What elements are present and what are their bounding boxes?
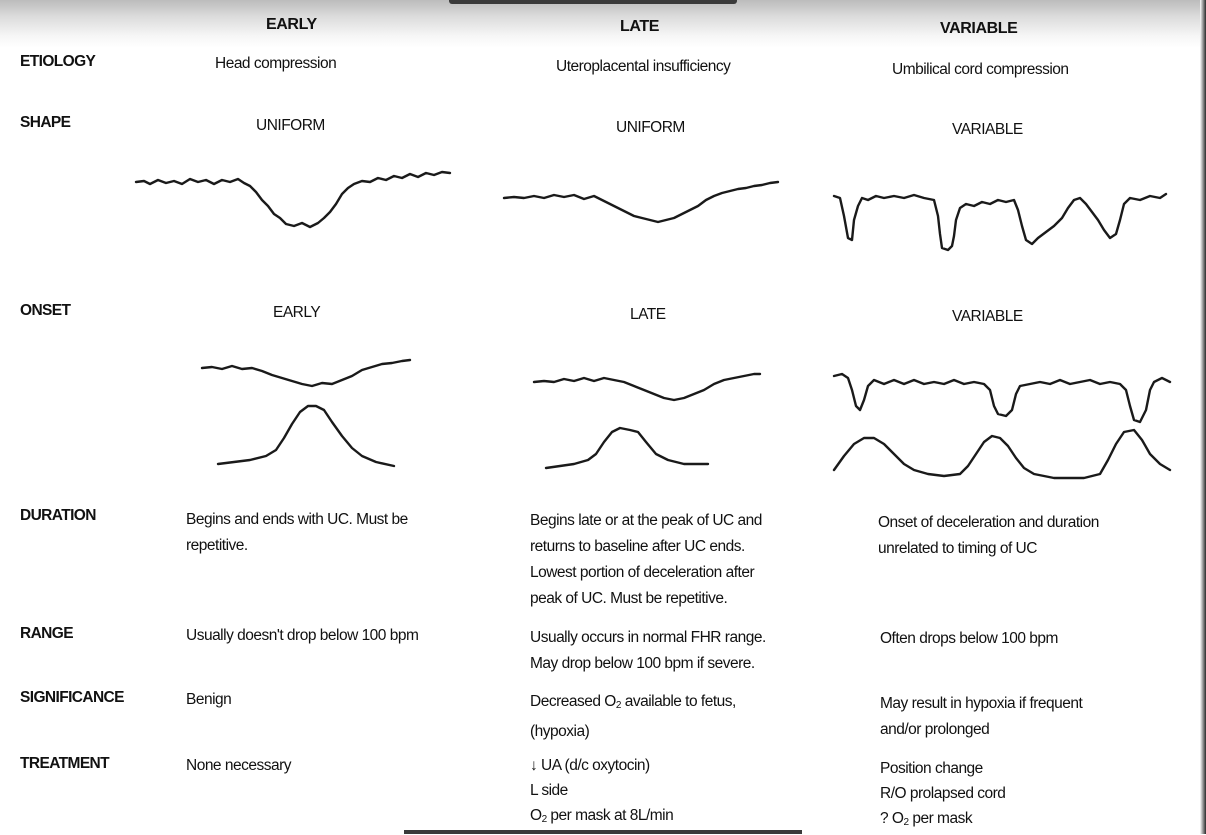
- onset-late: LATE: [630, 306, 666, 323]
- row-label-shape: SHAPE: [20, 114, 71, 131]
- row-label-significance: SIGNIFICANCE: [20, 689, 124, 706]
- duration-early: [186, 507, 408, 559]
- window-right-edge: [1200, 0, 1206, 834]
- duration-variable-line: Onset of deceleration and duration: [878, 514, 1099, 531]
- column-header-late: LATE: [620, 18, 659, 35]
- duration-early-line: repetitive.: [186, 537, 248, 554]
- shape-trace-early: [130, 160, 460, 240]
- significance-late-text: available to fetus,: [620, 693, 736, 710]
- treatment-variable-text: ? O: [880, 810, 904, 827]
- treatment-late-line: [530, 753, 673, 778]
- range-late: [530, 625, 766, 677]
- treatment-variable: [880, 756, 1005, 835]
- onset-uc-trace-early: [212, 400, 402, 472]
- significance-early: Benign: [186, 691, 232, 708]
- duration-early-line: Begins and ends with UC. Must be: [186, 511, 408, 528]
- range-late-line: Usually occurs in normal FHR range.: [530, 629, 766, 646]
- treatment-late-line: L side: [530, 782, 568, 799]
- treatment-early: None necessary: [186, 757, 292, 774]
- row-label-etiology: ETIOLOGY: [20, 53, 96, 70]
- column-header-early: EARLY: [266, 16, 317, 33]
- row-label-onset: ONSET: [20, 302, 71, 319]
- onset-uc-trace-variable: [828, 424, 1176, 484]
- onset-variable: VARIABLE: [952, 308, 1023, 325]
- range-early: Usually doesn't drop below 100 bpm: [186, 627, 419, 644]
- etiology-late: Uteroplacental insufficiency: [556, 58, 731, 75]
- column-header-variable: VARIABLE: [940, 20, 1018, 37]
- significance-variable: [880, 691, 1082, 743]
- significance-late: [530, 689, 736, 745]
- duration-variable: [878, 510, 1099, 562]
- duration-late-line: Lowest portion of deceleration after: [530, 564, 755, 581]
- onset-uc-trace-late: [540, 420, 716, 474]
- treatment-late-line: [530, 803, 673, 832]
- onset-early: EARLY: [273, 304, 321, 321]
- row-label-duration: DURATION: [20, 507, 96, 524]
- subscript-2: 2: [541, 814, 547, 825]
- shape-late: UNIFORM: [616, 119, 685, 136]
- window-drag-handle[interactable]: [449, 0, 737, 4]
- treatment-late-text: per mask at 8L/min: [546, 807, 674, 824]
- shape-trace-late: [498, 170, 788, 240]
- duration-late-line: Begins late or at the peak of UC and: [530, 512, 762, 529]
- onset-fhr-trace-variable: [828, 360, 1176, 426]
- subscript-2: 2: [903, 817, 909, 828]
- treatment-late: [530, 753, 673, 832]
- etiology-early: Head compression: [215, 55, 337, 72]
- significance-late-text: Decreased O: [530, 693, 616, 710]
- treatment-late-text: UA (d/c oxytocin): [537, 757, 650, 774]
- range-late-line: May drop below 100 bpm if severe.: [530, 655, 755, 672]
- duration-late-line: peak of UC. Must be repetitive.: [530, 590, 728, 607]
- etiology-variable: Umbilical cord compression: [892, 61, 1069, 78]
- range-variable: Often drops below 100 bpm: [880, 630, 1058, 647]
- onset-fhr-trace-late: [530, 360, 766, 410]
- significance-late-line: [530, 689, 736, 719]
- onset-fhr-trace-early: [198, 350, 418, 400]
- significance-late-line: (hypoxia): [530, 723, 590, 740]
- significance-variable-line: May result in hypoxia if frequent: [880, 695, 1083, 712]
- row-label-range: RANGE: [20, 625, 73, 642]
- duration-late: [530, 508, 762, 612]
- treatment-variable-line: R/O prolapsed cord: [880, 785, 1006, 802]
- shape-trace-variable: [828, 176, 1174, 262]
- treatment-variable-line: [880, 806, 1005, 835]
- window-top-bar: [0, 0, 1206, 48]
- shape-variable: VARIABLE: [952, 121, 1023, 138]
- treatment-variable-line: Position change: [880, 760, 983, 777]
- duration-variable-line: unrelated to timing of UC: [878, 540, 1037, 557]
- subscript-2: 2: [615, 700, 621, 711]
- shape-early: UNIFORM: [256, 117, 325, 134]
- duration-late-line: returns to baseline after UC ends.: [530, 538, 745, 555]
- treatment-variable-text: per mask: [908, 810, 973, 827]
- down-arrow-icon: ↓: [530, 757, 538, 774]
- row-label-treatment: TREATMENT: [20, 755, 110, 772]
- significance-variable-line: and/or prolonged: [880, 721, 990, 738]
- treatment-late-text: O: [530, 807, 542, 824]
